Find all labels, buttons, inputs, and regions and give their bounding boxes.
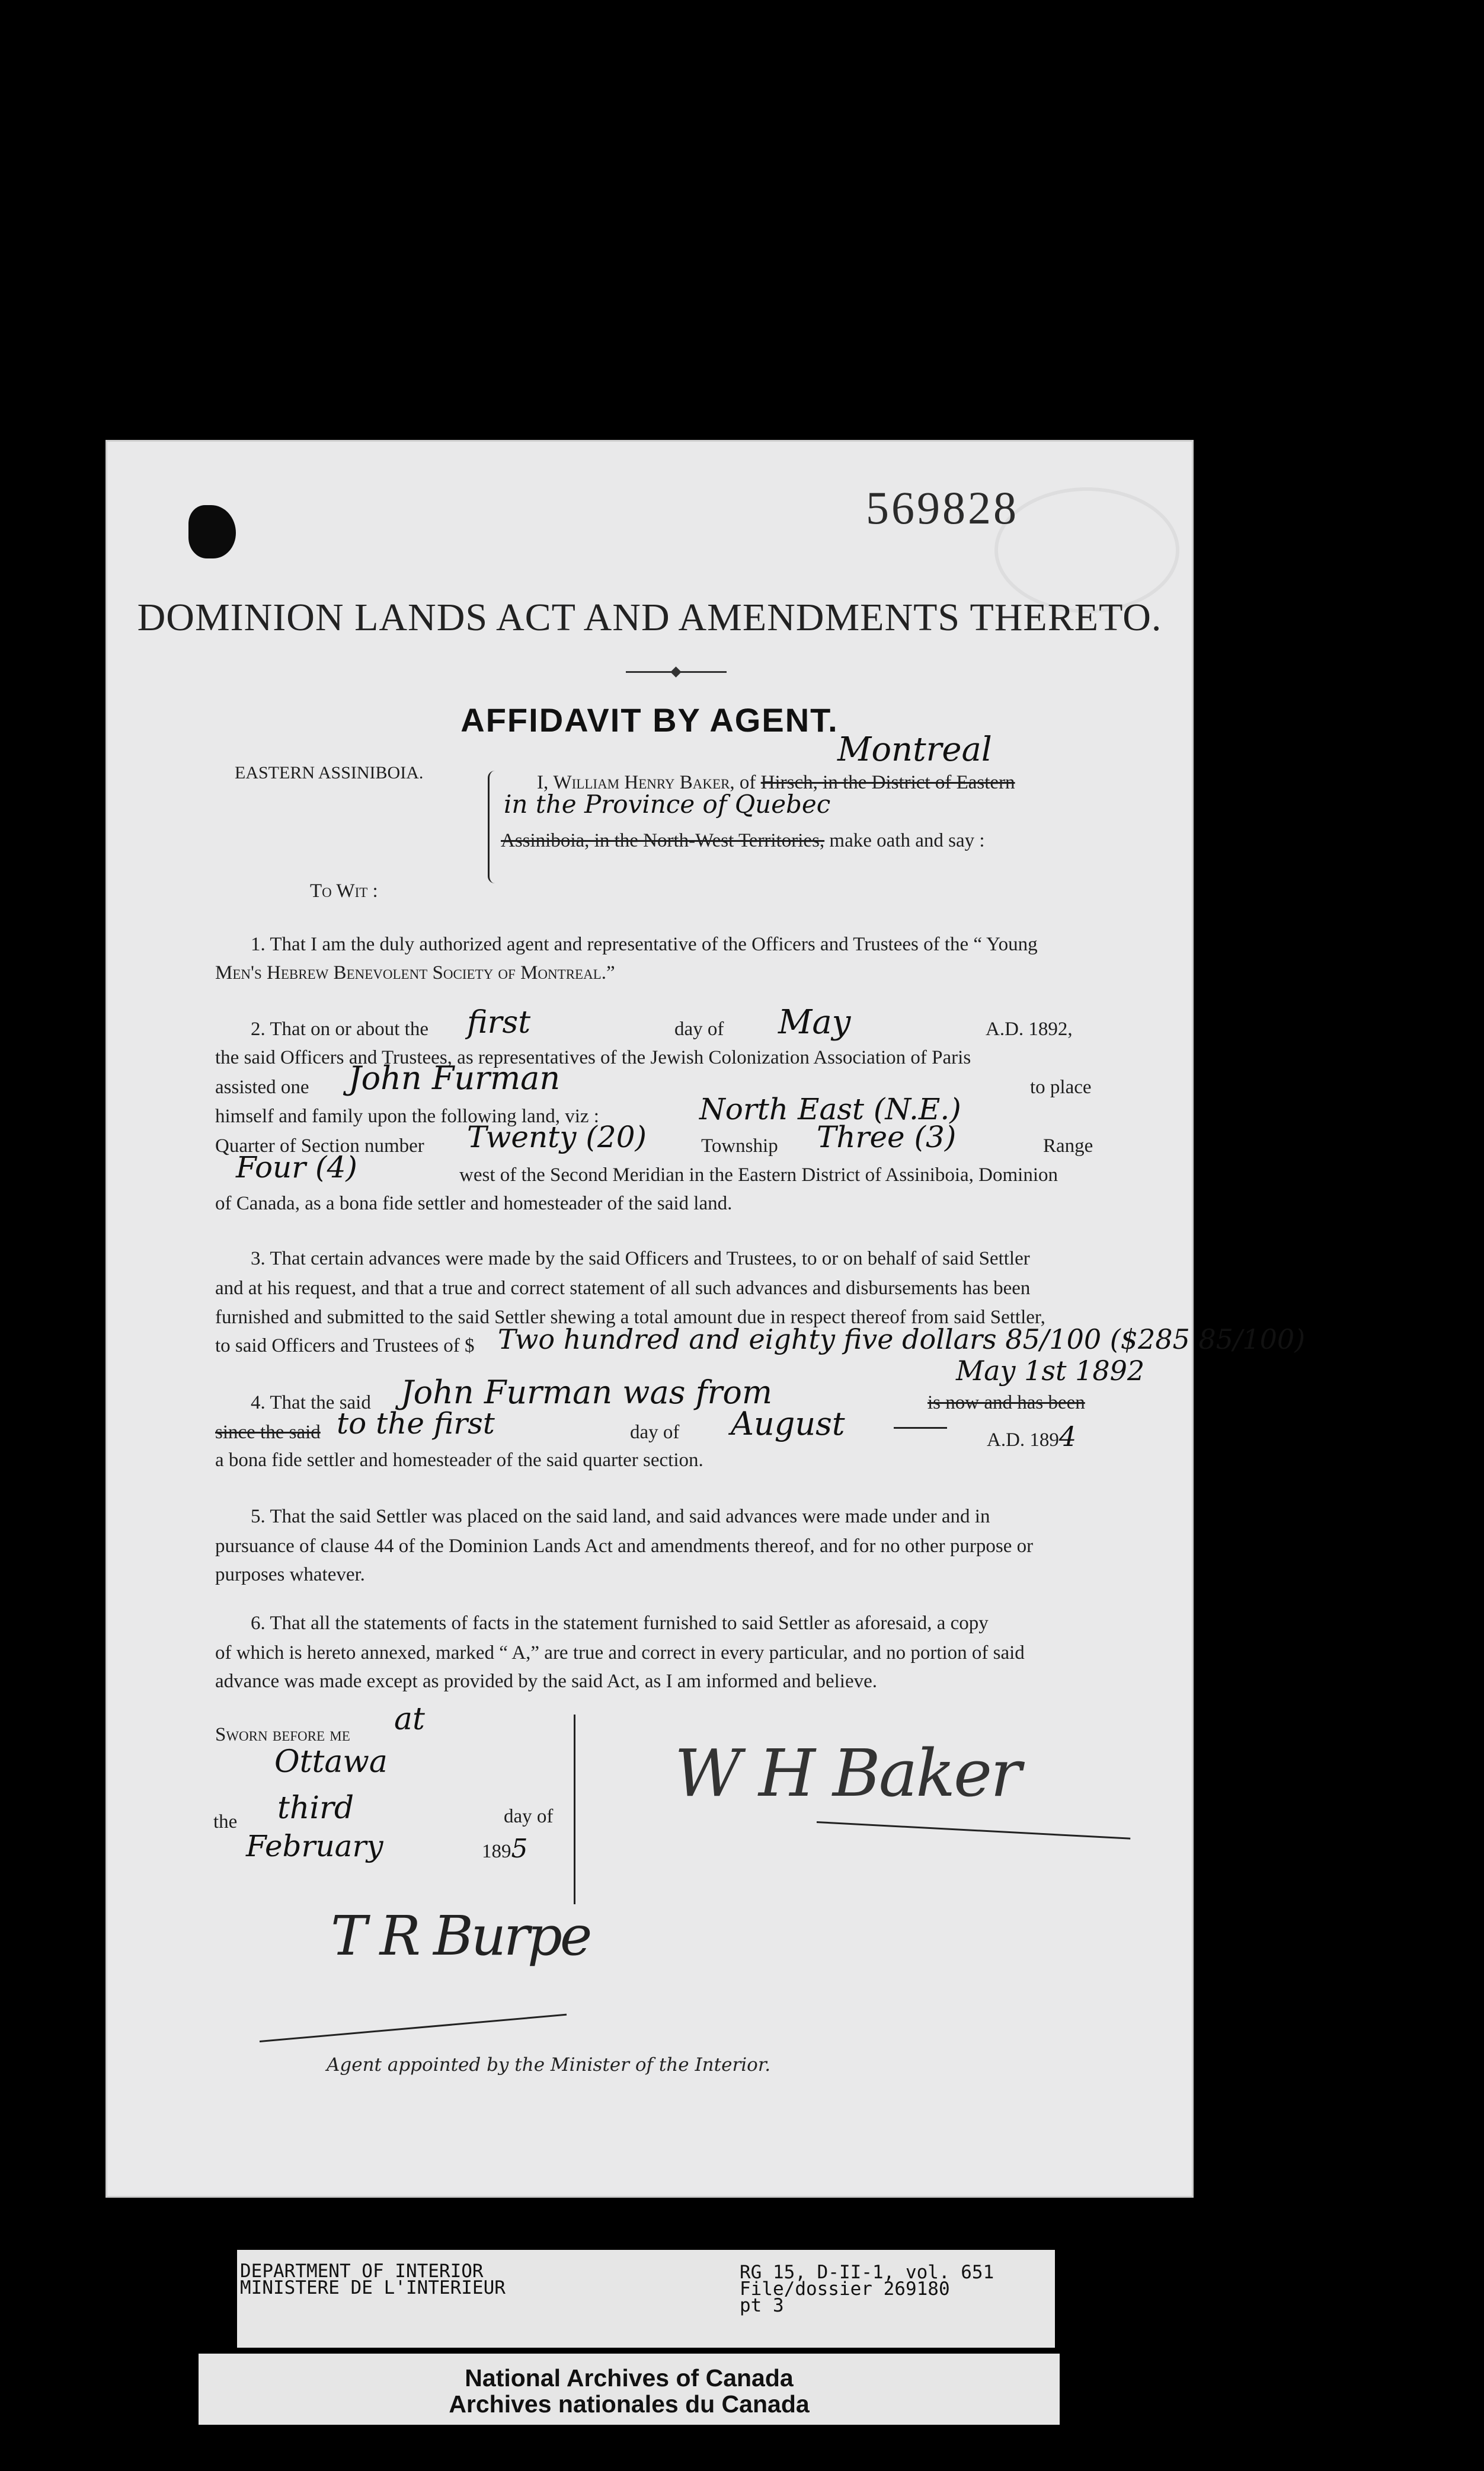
agent-name: William Henry Baker bbox=[553, 772, 730, 793]
clause6-line2: of which is hereto annexed, marked “ A,” are true and correct in every particular, and no portion of said bbox=[215, 1642, 1025, 1664]
ref-line2: File/dossier 269180 bbox=[740, 2278, 950, 2300]
to-wit-text: To Wit : bbox=[310, 880, 378, 902]
to-wit bbox=[310, 882, 378, 901]
hand-from-date: May 1st 1892 bbox=[956, 1355, 1145, 1387]
clause2-b: day of bbox=[674, 1019, 724, 1040]
clause2-line6: west of the Second Meridian in the Eastern District of Assiniboia, Dominion bbox=[459, 1164, 1058, 1186]
clause2-township: Township bbox=[701, 1135, 778, 1157]
document-title: DOMINION LANDS ACT AND AMENDMENTS THERETO. bbox=[137, 596, 1162, 639]
clause5-line1: 5. That the said Settler was placed on the said land, and said advances were made under and in bbox=[251, 1506, 990, 1527]
district-label: EASTERN ASSINIBOIA. bbox=[235, 763, 424, 783]
archives-banner bbox=[199, 2354, 1060, 2425]
jurat-day-of: day of bbox=[504, 1806, 554, 1827]
clause3-line4: to said Officers and Trustees of $ bbox=[215, 1335, 475, 1356]
clause1-line1: 1. That I am the duly authorized agent and representative of the Officers and Trustees of the “ Young bbox=[251, 934, 1038, 955]
hand-month-august: August bbox=[731, 1405, 845, 1442]
clause2-range: Range bbox=[1043, 1135, 1093, 1157]
clause4-year bbox=[987, 1420, 1077, 1452]
archives-fr: Archives nationales du Canada bbox=[449, 2390, 810, 2418]
affidavit-page bbox=[105, 440, 1306, 2198]
hand-month-may: May bbox=[778, 1003, 851, 1042]
jurat-year bbox=[482, 1836, 528, 1862]
clause3-line3: furnished and submitted to the said Settler shewing a total amount due in respect thereof from said Settler, bbox=[215, 1307, 1045, 1328]
hand-amount: Two hundred and eighty five dollars 85/100 ($285 85/100) bbox=[498, 1323, 1306, 1355]
signature-flourish bbox=[817, 1821, 1130, 1840]
clause2-line4: himself and family upon the following land, viz : bbox=[215, 1106, 599, 1127]
header-brace bbox=[488, 771, 503, 883]
clause4-year-print: A.D. 189 bbox=[987, 1429, 1059, 1451]
clause4-struck: is now and has been bbox=[928, 1392, 1085, 1413]
title-ornament bbox=[626, 671, 727, 673]
clause4-a: 4. That the said bbox=[251, 1392, 371, 1413]
hand-third: third bbox=[277, 1790, 354, 1826]
hand-quarter: North East (N.E.) bbox=[699, 1092, 961, 1126]
clause3-line1: 3. That certain advances were made by the said Officers and Trustees, to or on behalf of said Settler bbox=[251, 1248, 1030, 1269]
hand-section: Twenty (20) bbox=[467, 1120, 647, 1154]
clause6-line1: 6. That all the statements of facts in the statement furnished to said Settler as aforesaid, a copy bbox=[251, 1613, 989, 1634]
ref-line3: pt 3 bbox=[740, 2295, 784, 2316]
commissioner-flourish bbox=[260, 2014, 567, 2042]
hand-settler-name: John Furman bbox=[348, 1059, 561, 1097]
hand-township: Three (3) bbox=[817, 1120, 957, 1154]
agent-signature: W H Baker bbox=[674, 1735, 1020, 1811]
archive-reference-label bbox=[237, 2250, 1055, 2348]
ref-line1: RG 15, D-II-1, vol. 651 bbox=[740, 2262, 994, 2283]
hand-jurat-year-digit: 5 bbox=[511, 1834, 528, 1864]
serial-number: 569828 bbox=[866, 482, 1019, 534]
commissioner-signature: T R Burpe bbox=[331, 1904, 590, 1968]
jurat-divider bbox=[574, 1715, 575, 1904]
clause6-line3: advance was made except as provided by the said Act, as I am informed and believe. bbox=[215, 1671, 878, 1692]
clause2-c: A.D. 1892, bbox=[986, 1019, 1073, 1040]
intro-of: , of bbox=[730, 772, 756, 793]
make-oath: make oath and say : bbox=[824, 830, 985, 851]
clause4-line3: a bona fide settler and homesteader of the said quarter section. bbox=[215, 1450, 703, 1471]
clause5-line2: pursuance of clause 44 of the Dominion Lands Act and amendments thereof, and for no other purpose or bbox=[215, 1535, 1034, 1557]
clause3-line2: and at his request, and that a true and correct statement of all such advances and disbursements has been bbox=[215, 1278, 1031, 1299]
dept-en: DEPARTMENT OF INTERIOR bbox=[240, 2261, 484, 2282]
clause1-line2: Men's Hebrew Benevolent Society of Montreal.” bbox=[215, 962, 615, 984]
affidavit-heading: AFFIDAVIT BY AGENT. bbox=[460, 701, 839, 739]
jurat-year-print: 189 bbox=[482, 1841, 511, 1862]
intro-line2 bbox=[501, 831, 985, 851]
clause2-line7: of Canada, as a bona fide settler and homesteader of the said land. bbox=[215, 1193, 733, 1214]
hand-february: February bbox=[246, 1829, 383, 1863]
clause2-to-place: to place bbox=[1030, 1077, 1092, 1098]
jurat-the: the bbox=[213, 1811, 238, 1833]
ink-blot bbox=[188, 505, 236, 558]
hand-dash bbox=[894, 1427, 947, 1429]
hand-year-digit: 4 bbox=[1058, 1420, 1077, 1452]
struck-hirsch: Hirsch, in the District of Eastern bbox=[760, 772, 1015, 793]
hand-clause4-name: John Furman was from bbox=[401, 1374, 773, 1411]
struck-assiniboia: Assiniboia, in the North-West Territories, bbox=[501, 830, 825, 851]
hand-city: Montreal bbox=[837, 730, 992, 769]
hand-day-first: first bbox=[467, 1005, 531, 1040]
clause2-assisted: assisted one bbox=[215, 1077, 309, 1098]
hand-at: at bbox=[394, 1701, 425, 1737]
hand-place: Ottawa bbox=[274, 1744, 388, 1780]
archives-en: National Archives of Canada bbox=[465, 2364, 794, 2392]
clause5-line3: purposes whatever. bbox=[215, 1564, 365, 1585]
clause4-since: since the said bbox=[215, 1422, 321, 1443]
dept-fr: MINISTERE DE L'INTERIEUR bbox=[240, 2277, 506, 2298]
clause2-quarter-of: Quarter of Section number bbox=[215, 1135, 424, 1157]
hand-to-first: to the first bbox=[337, 1406, 495, 1441]
clause2-a: 2. That on or about the bbox=[251, 1019, 428, 1040]
agent-caption: Agent appointed by the Minister of the Interior. bbox=[327, 2054, 771, 2076]
clause2-line2: the said Officers and Trustees, as representatives of the Jewish Colonization Association of Paris bbox=[215, 1047, 971, 1068]
intro-prefix: I, bbox=[537, 772, 554, 793]
hand-range: Four (4) bbox=[236, 1150, 357, 1185]
sworn-before: Sworn before me bbox=[215, 1724, 350, 1745]
stamp-bleed bbox=[994, 487, 1179, 613]
clause4-day-of: day of bbox=[630, 1422, 680, 1443]
hand-province: in the Province of Quebec bbox=[504, 790, 831, 819]
